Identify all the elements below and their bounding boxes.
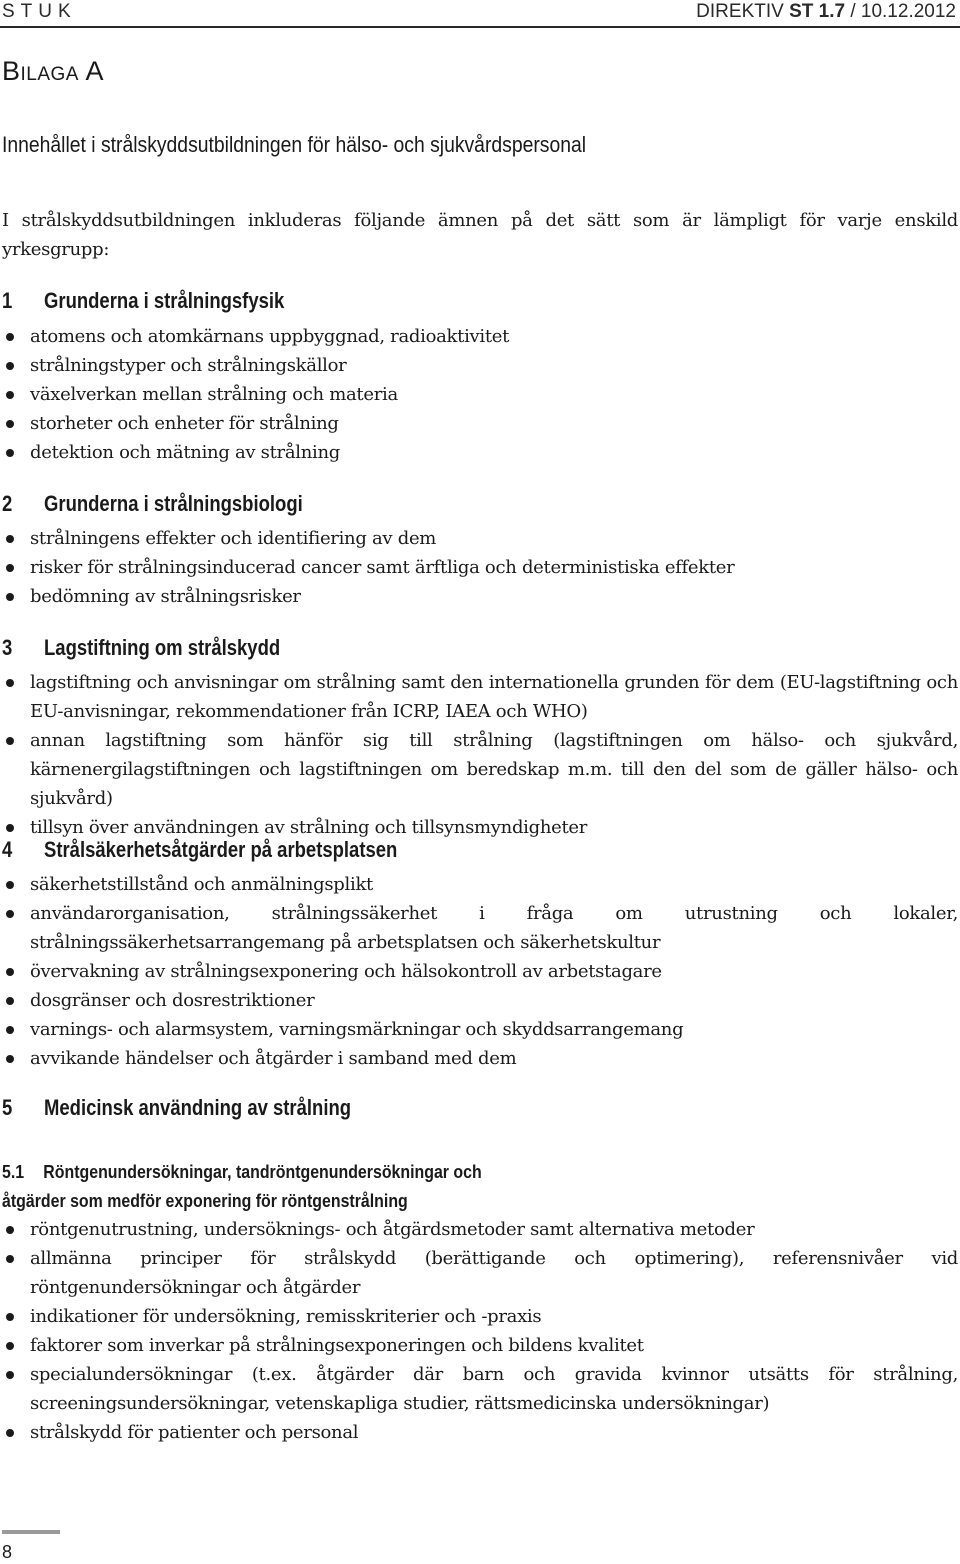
bullet-icon	[6, 679, 14, 687]
section-3-list	[0, 668, 958, 842]
list-item: risker för strålningsinducerad cancer samt ärftliga och deterministiska effekter	[0, 553, 958, 582]
bullet-icon	[6, 997, 14, 1005]
publisher-name: STUK	[2, 1, 77, 22]
bullet-icon	[6, 333, 14, 341]
section-number: 1	[2, 288, 13, 313]
list-item: specialundersökningar (t.ex. åtgärder där barn och gravida kvinnor utsätts för strålning, screeningsundersökningar, vetenskapliga studier, rättsmedicinska undersökningar)	[0, 1360, 958, 1418]
section-heading-3	[2, 635, 280, 661]
bullet-icon	[6, 593, 14, 601]
intro-paragraph: I strålskyddsutbildningen inkluderas följande ämnen på det sätt som är lämpligt för varje enskild yrkesgrupp:	[2, 210, 958, 260]
document-title: Innehållet i strålskyddsutbildningen för hälso- och sjukvårdspersonal	[2, 132, 587, 157]
section-number: 3	[2, 635, 13, 660]
bullet-icon	[6, 362, 14, 370]
bullet-icon	[6, 564, 14, 572]
list-item: lagstiftning och anvisningar om strålning samt den internationella grunden för dem (EU-lagstiftning och EU-anvisningar, rekommendationer från ICRP, IAEA och WHO)	[0, 668, 958, 726]
section-1-list	[0, 322, 958, 467]
list-item: dosgränser och dosrestriktioner	[0, 986, 958, 1015]
section-title: Lagstiftning om strålskydd	[44, 635, 281, 660]
list-item: annan lagstiftning som hänför sig till strålning (lagstiftningen om hälso- och sjukvård, kärnenergilagstiftningen och lagstiftningen om beredskap m.m. till den del som de gäller hälso- och sjukvård)	[0, 726, 958, 813]
section-title: Strålsäkerhetsåtgärder på arbetsplatsen	[44, 837, 398, 862]
list-item: indikationer för undersökning, remisskriterier och -praxis	[0, 1302, 958, 1331]
list-item: varnings- och alarmsystem, varningsmärkningar och skyddsarrangemang	[0, 1015, 958, 1044]
subsection-list	[0, 1215, 958, 1447]
bullet-icon	[6, 1226, 14, 1234]
list-item: strålskydd för patienter och personal	[0, 1418, 958, 1447]
list-item: avvikande händelser och åtgärder i samband med dem	[0, 1044, 958, 1073]
bullet-icon	[6, 1255, 14, 1263]
list-item: faktorer som inverkar på strålningsexponeringen och bildens kvalitet	[0, 1331, 958, 1360]
bullet-icon	[6, 535, 14, 543]
subsection-number: 5.1	[2, 1161, 25, 1182]
bullet-icon	[6, 391, 14, 399]
subsection-title-line-1: Röntgenundersökningar, tandröntgenundersökningar och	[43, 1161, 482, 1182]
bullet-icon	[6, 1371, 14, 1379]
list-item: atomens och atomkärnans uppbyggnad, radioaktivitet	[0, 322, 958, 351]
list-item: allmänna principer för strålskydd (berättigande och optimering), referensnivåer vid röntgenundersökningar och åtgärder	[0, 1244, 958, 1302]
bullet-icon	[6, 1429, 14, 1437]
subsection-heading	[2, 1157, 482, 1215]
section-title: Grunderna i strålningsbiologi	[44, 491, 303, 516]
bullet-icon	[6, 968, 14, 976]
bullet-icon	[6, 1026, 14, 1034]
subsection-title-line-2: åtgärder som medför exponering för röntgenstrålning	[2, 1190, 408, 1211]
section-title: Medicinsk användning av strålning	[44, 1095, 352, 1120]
bullet-icon	[6, 1055, 14, 1063]
list-item: bedömning av strålningsrisker	[0, 582, 958, 611]
list-item: strålningens effekter och identifiering av dem	[0, 524, 958, 553]
list-item: tillsyn över användningen av strålning och tillsynsmyndigheter	[0, 813, 958, 842]
list-item: växelverkan mellan strålning och materia	[0, 380, 958, 409]
section-number: 4	[2, 837, 13, 862]
bullet-icon	[6, 1342, 14, 1350]
bullet-icon	[6, 420, 14, 428]
directive-prefix: DIREKTIV	[696, 1, 790, 22]
directive-date: / 10.12.2012	[845, 1, 956, 22]
section-heading-1	[2, 288, 284, 314]
list-item: röntgenutrustning, undersöknings- och åtgärdsmetoder samt alternativa metoder	[0, 1215, 958, 1244]
bullet-icon	[6, 1313, 14, 1321]
bullet-icon	[6, 824, 14, 832]
section-number: 5	[2, 1095, 13, 1120]
bullet-icon	[6, 881, 14, 889]
section-number: 2	[2, 491, 13, 516]
list-item: detektion och mätning av strålning	[0, 438, 958, 467]
section-2-list	[0, 524, 958, 611]
list-item: övervakning av strålningsexponering och hälsokontroll av arbetstagare	[0, 957, 958, 986]
page-number: 8	[2, 1542, 13, 1562]
appendix-title: Bilaga A	[2, 56, 104, 86]
directive-code: ST 1.7	[789, 1, 846, 22]
list-item: strålningstyper och strålningskällor	[0, 351, 958, 380]
section-heading-5	[2, 1095, 351, 1121]
list-item: storheter och enheter för strålning	[0, 409, 958, 438]
section-heading-2	[2, 491, 303, 517]
section-title: Grunderna i strålningsfysik	[44, 288, 285, 313]
section-heading-4	[2, 837, 397, 863]
bullet-icon	[6, 910, 14, 918]
list-item: säkerhetstillstånd och anmälningsplikt	[0, 870, 958, 899]
footer-rule	[2, 1530, 60, 1534]
page-header	[0, 0, 960, 28]
section-4-list	[0, 870, 958, 1073]
list-item: användarorganisation, strålningssäkerhet i fråga om utrustning och lokaler, strålningssäkerhetsarrangemang på arbetsplatsen och säkerhetskultur	[0, 899, 958, 957]
bullet-icon	[6, 449, 14, 457]
bullet-icon	[6, 737, 14, 745]
directive-reference	[696, 1, 956, 23]
